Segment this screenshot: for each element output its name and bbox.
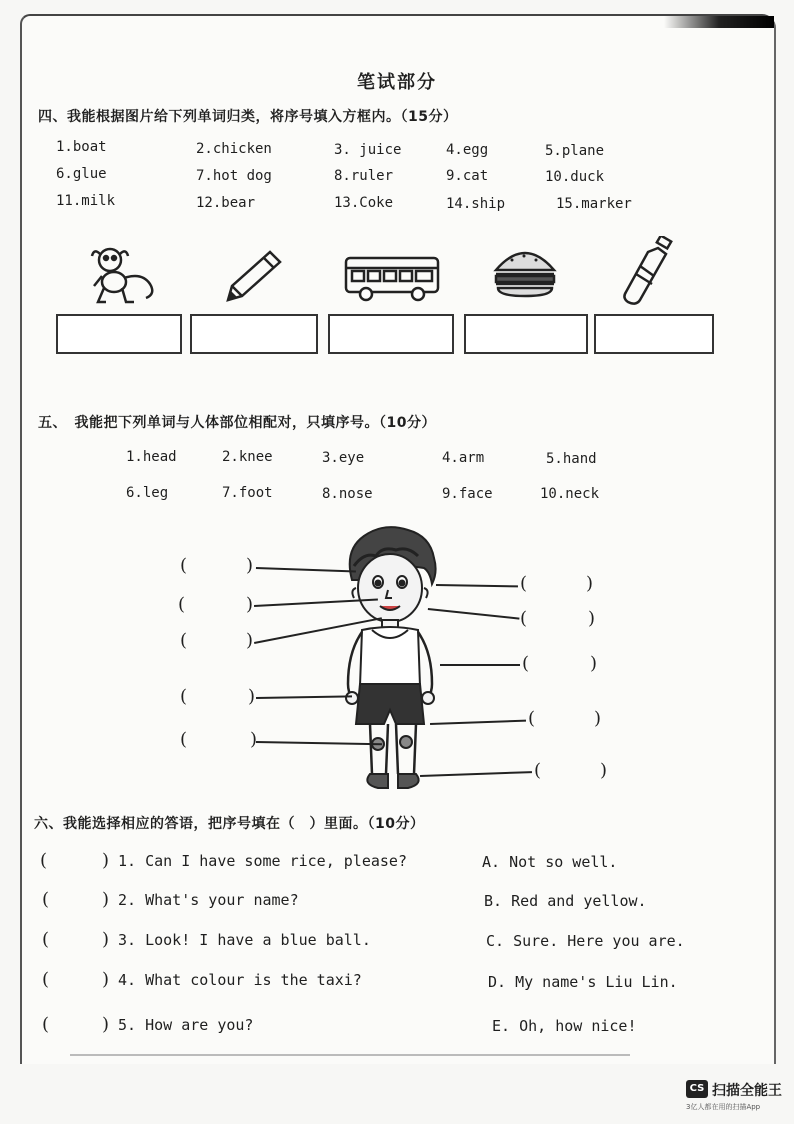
answer-slot-q3[interactable]: [54, 931, 100, 953]
answer-slot-q4[interactable]: [54, 971, 100, 993]
answer-paren-open: (: [522, 653, 530, 674]
word-item: 7.hot dog: [196, 168, 272, 184]
answer-paren-open: (: [42, 889, 50, 910]
question-text: 1. Can I have some rice, please?: [118, 852, 407, 870]
answer-paren-open: (: [520, 608, 528, 629]
word-item: 14.ship: [446, 196, 506, 212]
answer-paren-open: (: [180, 630, 188, 651]
bottom-divider: [70, 1054, 630, 1056]
section6-heading: 六、我能选择相应的答语，把序号填在（ ）里面。（10分）: [34, 816, 425, 832]
body-word: 4.arm: [442, 450, 485, 466]
bus-icon: [344, 256, 440, 302]
question-text: 5. How are you?: [118, 1016, 254, 1034]
section5-heading: 五、 我能把下列单词与人体部位相配对，只填序号。（10分）: [38, 415, 436, 431]
word-item: 10.duck: [545, 169, 605, 185]
answer-paren-open: (: [520, 573, 528, 594]
answer-paren-open: (: [42, 1014, 50, 1035]
word-item: 5.plane: [545, 143, 605, 159]
answer-slot-right-2[interactable]: [532, 610, 586, 632]
answer-paren-close: ): [600, 760, 608, 781]
word-item: 11.milk: [56, 193, 116, 209]
answer-box-monkey[interactable]: [56, 314, 182, 354]
answer-option: B. Red and yellow.: [484, 892, 647, 910]
answer-paren-close: ): [250, 729, 258, 750]
answer-box-bottle[interactable]: [594, 314, 714, 354]
answer-slot-left-1[interactable]: [192, 557, 244, 579]
answer-slot-left-3[interactable]: [192, 632, 244, 654]
word-item: 8.ruler: [334, 168, 394, 184]
answer-paren-open: (: [180, 686, 188, 707]
word-item: 9.cat: [446, 168, 489, 184]
scanner-logo-icon: CS: [686, 1080, 708, 1098]
answer-option: C. Sure. Here you are.: [486, 932, 685, 950]
section4-heading: 四、我能根据图片给下列单词归类，将序号填入方框内。（15分）: [38, 109, 458, 125]
answer-slot-left-2[interactable]: [190, 596, 244, 618]
answer-paren-close: ): [246, 594, 254, 615]
word-item: 1.boat: [56, 139, 107, 155]
answer-slot-right-3[interactable]: [534, 655, 588, 677]
word-item: 12.bear: [196, 195, 256, 211]
question-text: 2. What's your name?: [118, 891, 299, 909]
answer-box-hamburger[interactable]: [464, 314, 588, 354]
body-word: 6.leg: [126, 485, 169, 501]
answer-option: D. My name's Liu Lin.: [488, 973, 678, 991]
answer-slot-right-5[interactable]: [546, 762, 598, 784]
question-text: 3. Look! I have a blue ball.: [118, 931, 371, 949]
word-item: 3. juice: [334, 142, 402, 158]
body-word: 1.head: [126, 449, 177, 465]
answer-slot-left-5[interactable]: [192, 731, 248, 753]
answer-paren-close: ): [102, 969, 110, 990]
answer-slot-q5[interactable]: [54, 1016, 100, 1038]
hamburger-icon: [492, 248, 558, 298]
scan-shadow: [664, 16, 774, 28]
answer-paren-close: ): [246, 555, 254, 576]
answer-option: E. Oh, how nice!: [492, 1017, 637, 1035]
answer-paren-open: (: [178, 594, 186, 615]
answer-paren-close: ): [594, 708, 602, 729]
pencil-icon: [224, 248, 284, 304]
answer-paren-open: (: [534, 760, 542, 781]
page-title: 笔试部分: [357, 72, 437, 93]
answer-slot-left-4[interactable]: [192, 688, 246, 710]
body-word: 5.hand: [546, 451, 597, 467]
connector-line: [440, 664, 520, 666]
body-word: 8.nose: [322, 486, 373, 502]
scanner-app-name: 扫描全能王: [712, 1083, 782, 1099]
body-word: 7.foot: [222, 485, 273, 501]
answer-paren-close: ): [102, 1014, 110, 1035]
answer-paren-open: (: [180, 729, 188, 750]
bottle-icon: [622, 236, 678, 306]
body-word: 3.eye: [322, 450, 365, 466]
answer-slot-q2[interactable]: [54, 891, 100, 913]
answer-slot-right-4[interactable]: [540, 710, 592, 732]
answer-slot-q1[interactable]: [52, 852, 100, 874]
answer-box-pencil[interactable]: [190, 314, 318, 354]
answer-paren-close: ): [102, 850, 110, 871]
word-item: 4.egg: [446, 142, 489, 158]
word-item: 2.chicken: [196, 141, 272, 157]
answer-option: A. Not so well.: [482, 853, 618, 871]
answer-paren-open: (: [180, 555, 188, 576]
answer-paren-close: ): [590, 653, 598, 674]
word-item: 6.glue: [56, 166, 107, 182]
answer-paren-close: ): [248, 686, 256, 707]
answer-paren-open: (: [42, 969, 50, 990]
answer-paren-open: (: [40, 850, 48, 871]
body-word: 10.neck: [540, 486, 600, 502]
answer-paren-close: ): [588, 608, 596, 629]
body-word: 2.knee: [222, 449, 273, 465]
body-word: 9.face: [442, 486, 493, 502]
word-item: 13.Coke: [334, 195, 394, 211]
question-text: 4. What colour is the taxi?: [118, 971, 362, 989]
answer-paren-close: ): [246, 630, 254, 651]
answer-paren-open: (: [42, 929, 50, 950]
word-item: 15.marker: [556, 196, 632, 212]
scanner-tagline: 3亿人都在用的扫描App: [686, 1103, 761, 1111]
answer-paren-close: ): [102, 929, 110, 950]
monkey-icon: [88, 244, 168, 306]
answer-slot-right-1[interactable]: [532, 575, 584, 597]
answer-box-bus[interactable]: [328, 314, 454, 354]
answer-paren-close: ): [102, 889, 110, 910]
answer-paren-open: (: [528, 708, 536, 729]
answer-paren-close: ): [586, 573, 594, 594]
